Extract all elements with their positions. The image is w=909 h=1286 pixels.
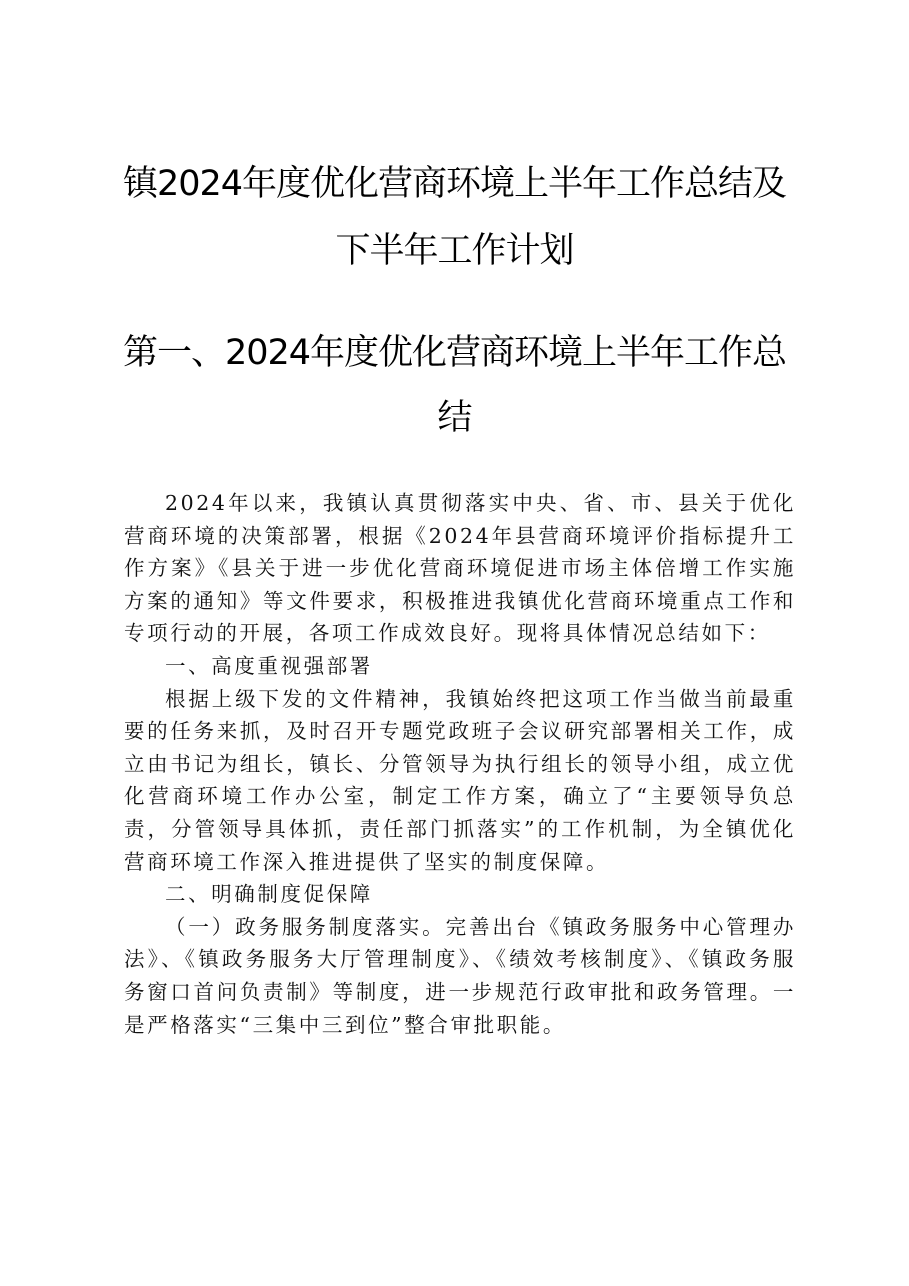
section-heading-2: 二、明确制度促保障	[165, 882, 373, 907]
document-title-line-2: 下半年工作计划	[335, 231, 574, 271]
section-title-line-2: 结	[437, 398, 472, 438]
document-title-line-1: 镇2024年度优化营商环境上半年工作总结及	[122, 164, 787, 204]
body-paragraph-2: （一）政务服务制度落实。完善出台《镇政务服务中心管理办法》、《镇政务服务大厅管理制度》、《绩效考核制度》、《镇政务服务窗口首问负责制》等制度，进一步规范行政审批和政务管理。一是严格落实“三集中三到位”整合审批职能。	[124, 914, 796, 1037]
section-title-line-1: 第一、2024年度优化营商环境上半年工作总	[122, 333, 787, 373]
body-paragraph-1: 根据上级下发的文件精神，我镇始终把这项工作当做当前最重要的任务来抓，及时召开专题党政班子会议研究部署相关工作，成立由书记为组长，镇长、分管领导为执行组长的领导小组，成立优化营商环境工作办公室，制定工作方案，确立了“主要领导负总责，分管领导具体抓，责任部门抓落实”的工作机制，为全镇优化营商环境工作深入推进提供了坚实的制度保障。	[124, 686, 796, 874]
intro-paragraph: 2024年以来，我镇认真贯彻落实中央、省、市、县关于优化营商环境的决策部署，根据《2024年县营商环境评价指标提升工作方案》《县关于进一步优化营商环境促进市场主体倍增工作实施方案的通知》等文件要求，积极推进我镇优化营商环境重点工作和专项行动的开展，各项工作成效良好。现将具体情况总结如下：	[124, 491, 796, 646]
section-heading-1: 一、高度重视强部署	[165, 653, 373, 678]
document-body	[124, 487, 796, 1041]
